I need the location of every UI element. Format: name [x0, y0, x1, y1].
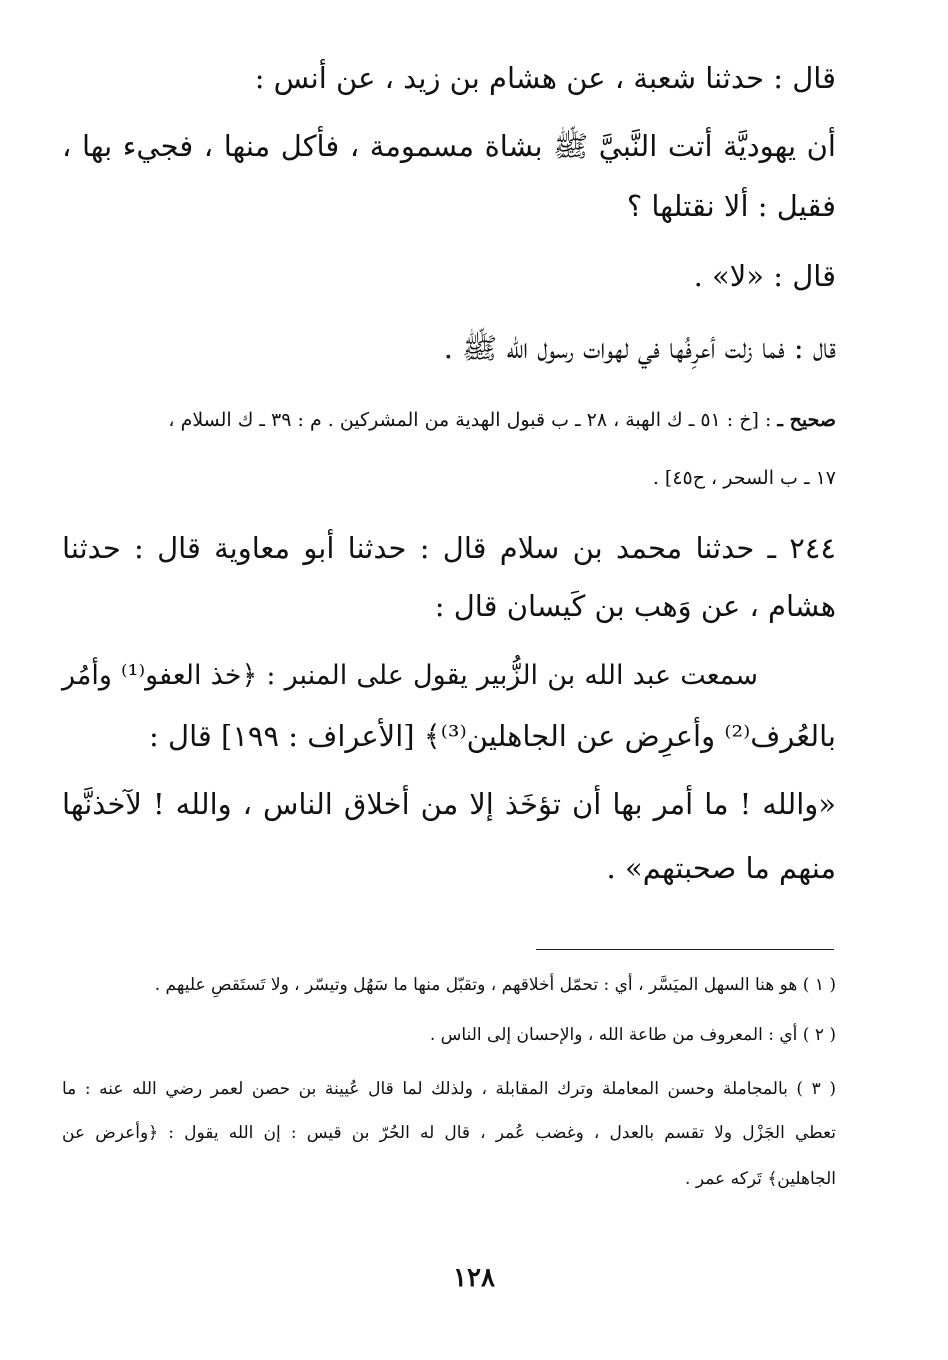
hadith-244-line-6: منهم ما صحبتهم» . [606, 851, 836, 885]
hadith-244-line-4: بالعُرف⁽²⁾ وأعرِض عن الجاهلين⁽³⁾﴾ [الأعراف : ١٩٩] قال : [149, 719, 836, 753]
text-line-2: أن يهوديَّة أتت النَّبيَّ ﷺ بشاة مسمومة ، فأكل منها ، فجيء بها ، [62, 129, 836, 163]
hadith-244-line-3: سمعت عبد الله بن الزُّبير يقول على المنبر : ﴿خذ العفو⁽¹⁾ وأمُر [62, 660, 758, 691]
footnote-divider [536, 949, 834, 950]
footnote-3-line-3: الجاهلين﴾ تَركه عمر . [685, 1169, 836, 1189]
hadith-244-line-5: «والله ! ما أمر بها أن تؤخَذ إلا من أخلاق الناس ، والله ! لآخذنَّها [62, 787, 836, 821]
text-line-1: قال : حدثنا شعبة ، عن هشام بن زيد ، عن أنس : [254, 61, 836, 95]
hadith-244-line-2: هشام ، عن وَهب بن كَيسان قال : [434, 589, 836, 623]
text-line-3: فقيل : ألا نقتلها ؟ [626, 189, 836, 223]
hadith-244-line-1: ٢٤٤ ـ حدثنا محمد بن سلام قال : حدثنا أبو معاوية قال : حدثنا [62, 531, 836, 565]
text-line-5: قال : فما زلت أعرِفُها في لهوات رسول الله ﷺ . [443, 331, 836, 365]
footnote-1: ( ١ ) هو هنا السهل الميَسَّر ، أي : تحمّل أخلاقهم ، وتقبّل منها ما سَهُل وتيسّر ، ولا تَستَقصِ عليهم . [154, 975, 836, 995]
text-line-4: قال : «لا» . [693, 259, 836, 293]
grading-line-2: ١٧ ـ ب السحر ، ح٤٥] . [652, 467, 836, 489]
grading-line [62, 406, 836, 434]
footnote-2: ( ٢ ) أي : المعروف من طاعة الله ، والإحسان إلى الناس . [429, 1025, 836, 1045]
footnote-3-line-2: تعطي الجَزْل ولا تقسم بالعدل ، وغضب عُمر ، قال له الحُرّ بن قيس : إن الله يقول : ﴿وأعرض عن [62, 1123, 836, 1143]
grading-reference: : [خ : ٥١ ـ ك الهبة ، ٢٨ ـ ب قبول الهدية من المشركين . م : ٣٩ ـ ك السلام ، [168, 409, 772, 431]
page-number: ١٢٨ [453, 1263, 495, 1293]
grading-label: صحيح ـ [777, 409, 836, 431]
footnote-3-line-1: ( ٣ ) بالمجاملة وحسن المعاملة وترك المقابلة ، ولذلك لما قال عُيينة بن حصن لعمر رضي الله عنه : ما [62, 1079, 836, 1099]
